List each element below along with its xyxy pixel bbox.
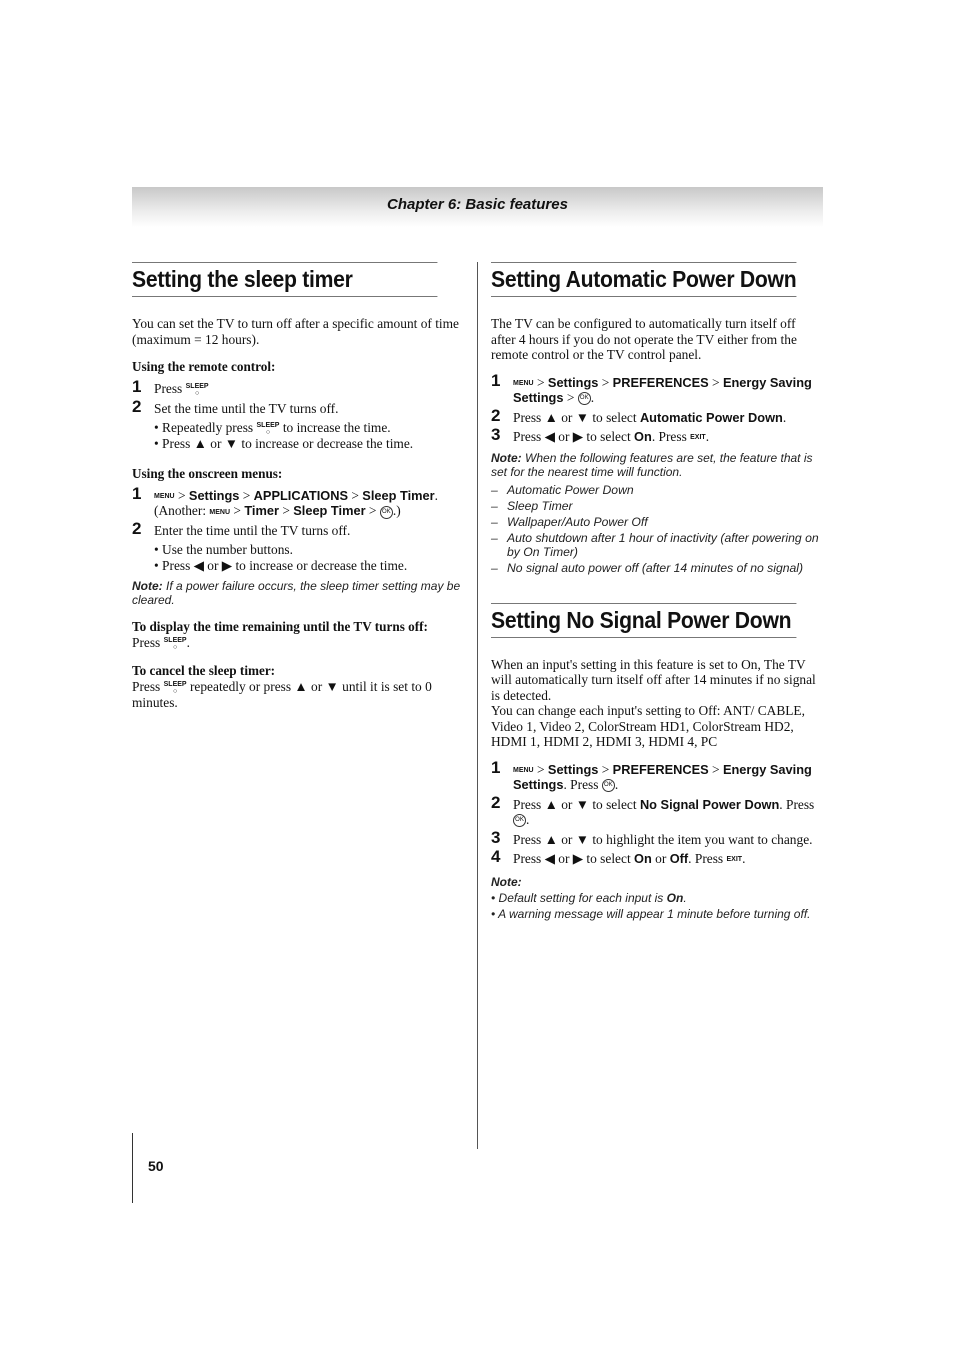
apd-item-2: – Sleep Timer — [491, 498, 573, 513]
no-signal-intro-2: You can change each input's setting to Off: ANT/ CABLE, Video 1, Video 2, ColorStream HD1, ColorStream HD2, HDMI 1, HDMI 2, HDMI 3, HDMI 4, PC — [491, 703, 805, 749]
menu-icon: MENU — [209, 508, 231, 516]
remote-bullet-1: • Repeatedly press SLEEP ○ to increase the time. — [154, 420, 391, 437]
exit-icon: EXIT — [690, 434, 706, 442]
ok-icon: OK — [578, 392, 591, 405]
apd-item-1: – Automatic Power Down — [491, 482, 634, 497]
sleep-timer-title: Setting the sleep timer — [132, 262, 437, 297]
nsp-step-2: 2 Press ▲ or ▼ to select No Signal Power Down. Press OK . — [491, 792, 815, 827]
menu-bullet-1: • Use the number buttons. — [154, 542, 293, 558]
menu-icon: MENU — [154, 493, 175, 501]
auto-power-down-title: Setting Automatic Power Down — [491, 262, 796, 297]
no-signal-intro-1: When an input's setting in this feature is set to On, The TV will automatically turn itself off after 14 minutes if no signal is detected. — [491, 656, 816, 703]
chapter-title: Chapter 6: Basic features — [387, 196, 568, 213]
remote-bullet-2: • Press ▲ or ▼ to increase or decrease the time. — [154, 436, 414, 452]
no-signal-title: Setting No Signal Power Down — [491, 603, 796, 638]
nsp-step-4: 4 Press ◀ or ▶ to select On or Off. Press EXIT. — [491, 847, 746, 866]
page-number: 50 — [148, 1158, 164, 1174]
display-heading: To display the time remaining until the TV turns off: — [132, 619, 428, 635]
menu-step-1: 1 MENU > Settings > APPLICATIONS > Sleep Timer. (Another: MENU > Timer > Sleep Timer > OK .) — [132, 483, 438, 519]
ok-icon: OK — [602, 779, 615, 792]
nsp-note-1: • Default setting for each input is On. — [491, 890, 687, 905]
page-number-bar — [132, 1133, 133, 1203]
left-column — [132, 262, 464, 723]
sleep-timer-intro: You can set the TV to turn off after a specific amount of time (maximum = 12 hours). — [132, 316, 460, 347]
display-text: Press SLEEP ○ . — [132, 635, 190, 652]
auto-power-down-intro: The TV can be configured to automatically turn itself off after 4 hours if you do not operate the TV either from the remote control or the TV control panel. — [491, 316, 797, 362]
apd-step-2: 2 Press ▲ or ▼ to select Automatic Power Down. — [491, 405, 787, 425]
ok-icon: OK — [380, 506, 393, 519]
right-column — [491, 262, 823, 921]
cancel-text: Press SLEEP ○ repeatedly or press ▲ or ▼ until it is set to 0 minutes. — [132, 679, 432, 711]
sleep-icon: SLEEP ○ — [256, 422, 280, 437]
nsp-step-1: 1 MENU > Settings > PREFERENCES > Energy Saving Settings. Press OK . — [491, 757, 812, 792]
exit-icon: EXIT — [726, 856, 743, 864]
remote-step-1: 1 Press SLEEP ○ — [132, 377, 209, 397]
sleep-icon: SLEEP ○ — [163, 637, 187, 652]
nsp-note-label: Note: — [491, 874, 522, 889]
nsp-step-3: 3 Press ▲ or ▼ to highlight the item you want to change. — [491, 827, 813, 847]
menu-bullet-2: • Press ◀ or ▶ to increase or decrease the time. — [154, 557, 408, 573]
menu-icon: MENU — [513, 379, 534, 387]
apd-item-4: – Auto shutdown after 1 hour of inactivity (after powering on by On Timer) — [491, 530, 819, 559]
nsp-note-2: • A warning message will appear 1 minute before turning off. — [491, 906, 811, 921]
menus-heading: Using the onscreen menus: — [132, 465, 283, 481]
menu-icon: MENU — [513, 766, 534, 774]
apd-note: Note: When the following features are set, the feature that is set for the nearest time will function. — [491, 450, 813, 479]
apd-item-5: – No signal auto power off (after 14 minutes of no signal) — [491, 560, 804, 575]
apd-step-3: 3 Press ◀ or ▶ to select On. Press EXIT. — [491, 425, 710, 444]
column-divider — [477, 262, 478, 1149]
apd-step-1: 1 MENU > Settings > PREFERENCES > Energy Saving Settings > OK . — [491, 370, 812, 405]
remote-step-2: 2 Set the time until the TV turns off. — [132, 396, 339, 416]
sleep-note: Note: If a power failure occurs, the sleep timer setting may be cleared. — [132, 579, 461, 608]
apd-item-3: – Wallpaper/Auto Power Off — [491, 514, 648, 529]
sleep-icon: SLEEP ○ — [185, 382, 209, 397]
sleep-icon: SLEEP ○ — [163, 681, 187, 696]
cancel-heading: To cancel the sleep timer: — [132, 663, 276, 679]
ok-icon: OK — [513, 814, 526, 827]
remote-heading: Using the remote control: — [132, 359, 276, 374]
menu-step-2: 2 Enter the time until the TV turns off. — [132, 518, 351, 538]
